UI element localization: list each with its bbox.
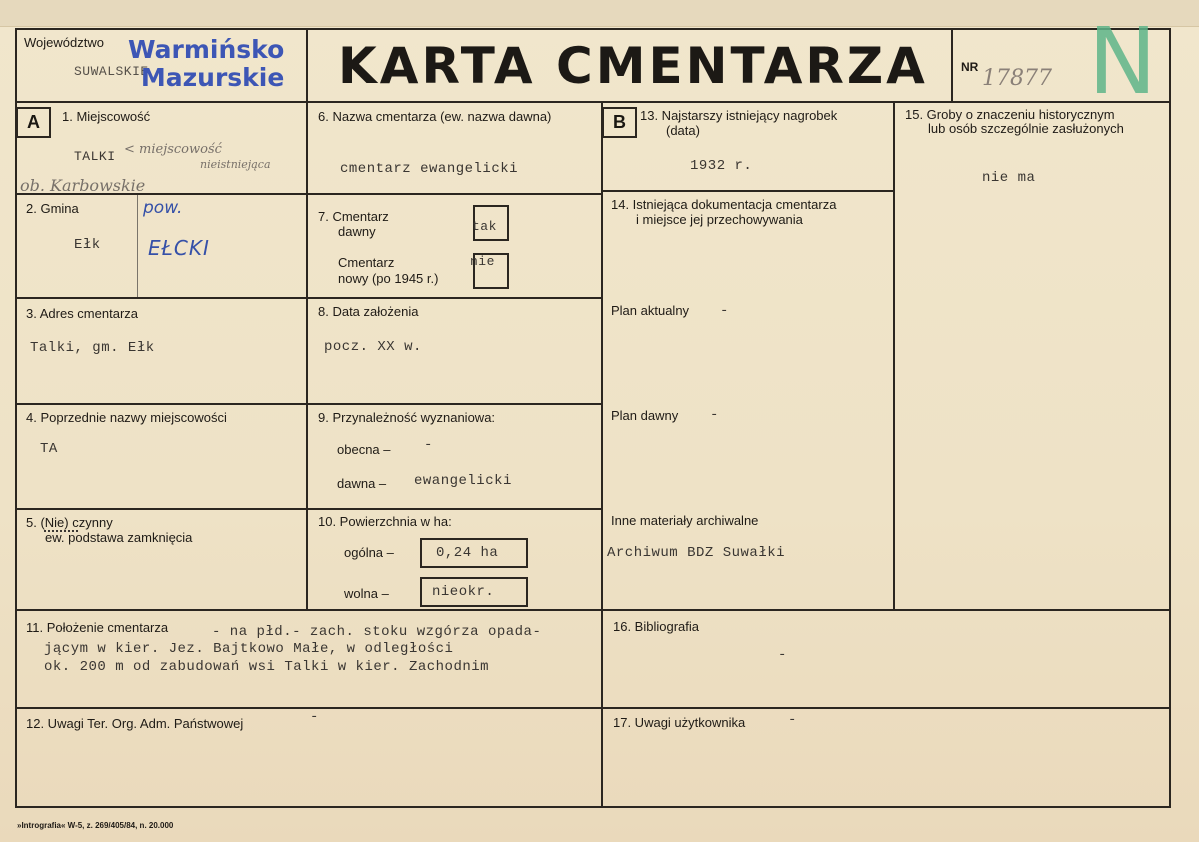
- f1-handwritten-2: nieistniejąca: [200, 158, 271, 171]
- f9-obecna-value: -: [424, 437, 433, 453]
- f14-inne-label: Inne materiały archiwalne: [611, 513, 759, 528]
- row-sep-5: [15, 609, 1171, 611]
- row-sep-6: [15, 707, 1171, 709]
- f3-label: 3. Adres cmentarza: [26, 306, 138, 321]
- col-sep-1: [306, 101, 308, 611]
- f13-label-line1: 13. Najstarszy istniejący nagrobek: [640, 108, 838, 123]
- f12-label: 12. Uwagi Ter. Org. Adm. Państwowej: [26, 716, 244, 731]
- corner-marker-letter: N: [1088, 8, 1157, 115]
- frame-top: [15, 28, 1171, 30]
- f1-typed: TALKI: [74, 149, 116, 164]
- section-b-badge: B: [602, 107, 637, 138]
- f2-label: 2. Gmina: [26, 201, 79, 216]
- f13-label-line2: (data): [666, 123, 700, 138]
- f16-label: 16. Bibliografia: [613, 619, 699, 634]
- col-sep-2: [601, 101, 603, 807]
- card-title: KARTA CMENTARZA: [338, 37, 928, 95]
- gmina-inner-sep: [137, 193, 138, 299]
- f11-label: 11. Położenie cmentarza: [26, 620, 169, 635]
- f11-line-3: ok. 200 m od zabudowań wsi Talki w kier. Zachodnim: [44, 659, 490, 675]
- f15-label-line1: 15. Groby o znaczeniu historycznym: [905, 107, 1115, 122]
- f1-label: 1. Miejscowość: [62, 109, 151, 124]
- f9-dawna-label: dawna –: [337, 476, 387, 491]
- f15-typed: nie ma: [982, 170, 1036, 186]
- f17-label: 17. Uwagi użytkownika: [613, 715, 746, 730]
- header-vsep-1: [306, 28, 308, 101]
- row-sep-4: [15, 508, 602, 510]
- row-sep-2: [15, 297, 602, 299]
- header-vsep-2: [951, 28, 953, 101]
- f17-value: -: [788, 712, 797, 728]
- stamp-line-1: Warmińsko: [128, 35, 285, 64]
- f10-wolna-value: nieokr.: [432, 584, 495, 600]
- f10-ogolna-label: ogólna –: [344, 545, 394, 560]
- f14-label-line1: 14. Istniejąca dokumentacja cmentarza: [611, 197, 837, 212]
- f8-label: 8. Data założenia: [318, 304, 419, 319]
- f13-typed: 1932 r.: [690, 158, 753, 174]
- f7-dawny-value: tak: [472, 219, 497, 234]
- f11-line-1: - na płd.- zach. stoku wzgórza opada-: [212, 624, 542, 640]
- f7-label-nowy-2: nowy (po 1945 r.): [338, 271, 439, 286]
- f10-wolna-label: wolna –: [344, 586, 389, 601]
- section-a-badge: A: [16, 107, 51, 138]
- f7-nowy-value: nie: [470, 254, 495, 269]
- region-stamp: [128, 36, 284, 92]
- frame-right: [1169, 28, 1171, 808]
- f4-label: 4. Poprzednie nazwy miejscowości: [26, 410, 227, 425]
- f10-label: 10. Powierzchnia w ha:: [318, 514, 452, 529]
- f14-plan-dawny-value: -: [710, 407, 719, 423]
- f9-obecna-label: obecna –: [337, 442, 391, 457]
- stamp-line-2: Mazurskie: [140, 63, 285, 92]
- f3-typed: Talki, gm. Ełk: [30, 340, 155, 356]
- frame-bottom: [15, 806, 1171, 808]
- f16-value: -: [778, 647, 787, 663]
- f6-label: 6. Nazwa cmentarza (ew. nazwa dawna): [318, 109, 552, 124]
- f2-handwritten-pow: pow.: [143, 198, 183, 218]
- f11-line-2: jącym w kier. Jez. Bajtkowo Małe, w odległości: [44, 641, 454, 657]
- col-sep-3: [893, 101, 895, 611]
- row-sep-3: [15, 403, 602, 405]
- footer-imprint: »Intrografia« W-5, z. 269/405/84, n. 20.000: [17, 821, 174, 830]
- f15-label-line2: lub osób szczególnie zasłużonych: [928, 121, 1124, 136]
- f6-typed: cmentarz ewangelicki: [340, 161, 519, 177]
- f2-handwritten-value: EŁCKI: [148, 236, 210, 260]
- f1-handwritten-1: < miejscowość: [124, 142, 222, 157]
- f5-label-line2: ew. podstawa zamknięcia: [45, 530, 193, 545]
- f14-plan-aktualny-value: -: [720, 303, 729, 319]
- f14-inne-value: Archiwum BDZ Suwałki: [607, 545, 786, 561]
- f5-label-line1: 5. (Nie) czynny: [26, 515, 113, 530]
- wojewodztwo-typed: SUWALSKIE: [74, 64, 149, 79]
- f14-plan-aktualny-label: Plan aktualny: [611, 303, 690, 318]
- top-tape-strip: [0, 0, 1199, 27]
- row-sep-13: [601, 190, 893, 192]
- row-sep-b1: [306, 193, 602, 195]
- f8-typed: pocz. XX w.: [324, 339, 422, 355]
- f9-dawna-value: ewangelicki: [414, 473, 512, 489]
- f2-typed: Ełk: [74, 237, 101, 253]
- f12-value: -: [310, 709, 319, 725]
- f7-label-dawny-1: 7. Cmentarz: [318, 209, 389, 224]
- f10-ogolna-value: 0,24 ha: [436, 545, 499, 561]
- f7-label-dawny-2: dawny: [338, 224, 376, 239]
- nr-label: NR: [961, 60, 979, 74]
- frame-left: [15, 28, 17, 808]
- f1-handwritten-3: ob. Karbowskie: [20, 176, 146, 195]
- f14-label-line2: i miejsce jej przechowywania: [636, 212, 803, 227]
- header-divider: [15, 101, 1171, 103]
- f9-label: 9. Przynależność wyznaniowa:: [318, 410, 496, 425]
- f14-plan-dawny-label: Plan dawny: [611, 408, 679, 423]
- f7-label-nowy-1: Cmentarz: [338, 255, 395, 270]
- wojewodztwo-label: Województwo: [24, 35, 104, 50]
- f4-typed: TA: [40, 441, 58, 457]
- nr-value: 17877: [982, 66, 1052, 91]
